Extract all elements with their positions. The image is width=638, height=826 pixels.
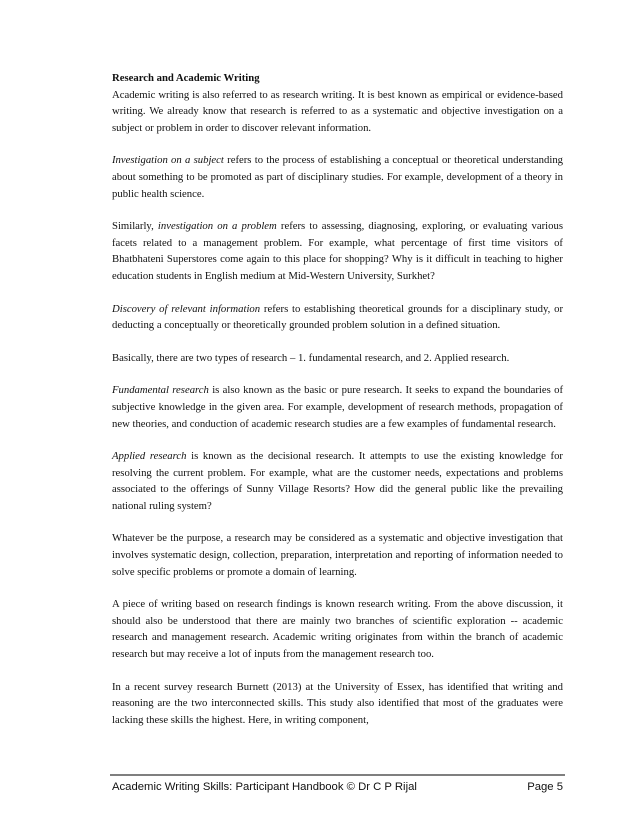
paragraph	[112, 218, 563, 284]
footer-title: Academic Writing Skills: Participant Handbook © Dr C P Rijal	[112, 781, 417, 793]
paragraph-text: In a recent survey research Burnett (2013) at the University of Essex, has identified that writing and reasoning are the two interconnected skills. This study also identified that most of the graduates were lacking these skills the highest. Here, in writing component,	[112, 680, 563, 726]
paragraph-text: is known as the decisional research. It attempts to use the existing knowledge for resolving the current problem. For example, what are the customer needs, expectations and problems associated to the offerings of Sunny Village Resorts? How did the general public like the prevailing national ruling system?	[112, 450, 563, 512]
paragraph-text: refers to establishing theoretical grounds for a disciplinary study, or deducting a conceptually or theoretically grounded problem solution in a defined situation.	[112, 302, 564, 332]
paragraph	[112, 596, 563, 662]
paragraph	[112, 530, 563, 580]
section-heading: Research and Academic Writing	[112, 72, 260, 84]
footer-divider	[110, 774, 565, 776]
paragraph	[112, 152, 563, 202]
paragraph-text: Basically, there are two types of research – 1. fundamental research, and 2. Applied research.	[112, 351, 510, 364]
paragraph	[112, 87, 563, 137]
italic-term: Fundamental research	[112, 384, 209, 397]
paragraph-text: refers to the process of establishing a conceptual or theoretical understanding about something to be promoted as part of disciplinary studies. For example, development of a theory in public health science.	[112, 154, 564, 200]
paragraph-text: A piece of writing based on research findings is known research writing. From the above discussion, it should also be understood that there are mainly two branches of scientific exploration -- academic research and management research. Academic writing originates from within the branch of academic research but may receive a lot of inputs from the management research too.	[112, 598, 563, 661]
page-footer	[112, 781, 563, 793]
italic-term: Applied research	[112, 450, 187, 463]
paragraph-text: Whatever be the purpose, a research may be considered as a systematic and objective investigation that involves systematic design, collection, preparation, interpretation and reporting of information needed to solve specific problems or promote a domain of learning.	[112, 532, 563, 578]
page-body	[112, 70, 563, 744]
paragraph-text: is also known as the basic or pure research. It seeks to expand the boundaries of subjective knowledge in the given area. For example, development of research methods, propagation of new theories, and conduction of academic research studies are a few examples of fundamental research.	[112, 384, 563, 430]
italic-term: Discovery of relevant information	[112, 302, 261, 315]
page-number: Page 5	[527, 781, 563, 793]
paragraph	[112, 301, 563, 334]
paragraph-text: Academic writing is also referred to as research writing. It is best known as empirical or evidence-based writing. We already know that research is referred to as a systematic and objective investigation on a subject or problem in order to discover relevant information.	[112, 88, 563, 134]
paragraph	[112, 448, 563, 514]
paragraph	[112, 350, 563, 367]
italic-term: Investigation on a subject	[112, 154, 224, 167]
paragraph-text: refers to assessing, diagnosing, exploring, or evaluating various facets related to a management problem. For example, what percentage of first time visitors of Bhatbhateni Superstores come again to this place for shopping? Why is it difficult in teaching to higher education students in English medium at Mid-Western University, Surkhet?	[112, 220, 563, 282]
paragraph-text: Similarly,	[112, 220, 158, 233]
paragraph	[112, 679, 563, 729]
italic-term: investigation on a problem	[157, 220, 277, 233]
paragraph	[112, 382, 563, 432]
